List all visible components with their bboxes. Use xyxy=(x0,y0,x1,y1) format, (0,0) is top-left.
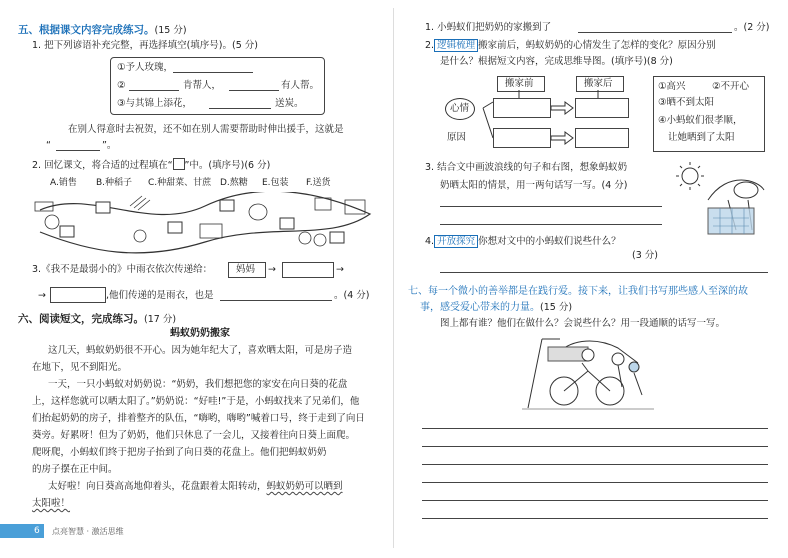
ant-sunbathing-illustration xyxy=(668,160,772,238)
mm-opt-4-cont: 让她晒到了太阳 xyxy=(668,132,735,143)
q3-box-2[interactable] xyxy=(282,262,334,278)
proverb-3-blank[interactable] xyxy=(209,108,271,109)
story-line-10: 太阳啦！ xyxy=(32,498,71,509)
proverb-2-num: ② xyxy=(117,80,126,91)
q3-arrow-3: → xyxy=(38,290,46,301)
q3-pts: 。(4 分) xyxy=(334,290,370,301)
q2-text: 2. 回忆课文，将合适的过程填在“ ”中。(填序号)(6 分) xyxy=(32,160,271,171)
story-line-5: 们抬起奶奶的房子，排着整齐的队伍，“嗨哟，嗨哟”喊着口号，终于走到了向日 xyxy=(32,413,365,424)
story-line-2: 在地下，见不到阳光。 xyxy=(32,362,128,373)
mm-after-mood-box[interactable] xyxy=(575,98,629,118)
section-7-line-1: 七、每一个微小的善举都是在践行爱。接下来，让我们书写那些感人至深的故 xyxy=(408,286,748,297)
section-6-title: 六、阅读短文，完成练习。(17 分) xyxy=(18,313,177,325)
footer-text: 点亮智慧 · 激活思维 xyxy=(52,527,124,536)
r-q2-line-2: 是什么？根据短文内容，完成思维导图。(填序号)(8 分) xyxy=(440,56,673,67)
page-number: 6 xyxy=(34,526,40,536)
process-box-4[interactable] xyxy=(280,218,294,229)
r-q2-line-1: 2. 逻辑梳理 搬家前后，蚂蚁奶奶的心情发生了怎样的变化？原因分别 xyxy=(425,40,716,51)
page-divider xyxy=(393,8,394,548)
process-box-1[interactable] xyxy=(96,202,110,213)
section-7-prompt: 图上都有谁？他们在做什么？会说些什么？用一段通顺的话写一写。 xyxy=(440,318,726,329)
mm-before-reason-box[interactable] xyxy=(493,128,551,148)
mm-reason-label: 原因 xyxy=(447,132,467,143)
q3-box-3[interactable] xyxy=(50,287,106,303)
mm-after-label: 搬家后 xyxy=(576,76,624,92)
section-5-title: 五、根据课文内容完成练习。(15 分) xyxy=(18,24,187,36)
q1-answer-blank[interactable] xyxy=(56,150,100,151)
q2-opt-c: C.种甜菜、甘蔗 xyxy=(148,178,212,188)
proverb-3-end: 送炭。 xyxy=(275,98,304,109)
q2-opt-a: A.销售 xyxy=(50,178,77,188)
mm-opt-2: ②不开心 xyxy=(712,81,750,92)
s7-writing-line-1[interactable] xyxy=(422,428,768,429)
mm-options-box xyxy=(653,76,765,152)
q1-fill-text: 在别人得意时去祝贺，还不如在别人需要帮助时伸出援手，这就是 xyxy=(68,124,344,135)
mm-opt-3: ③晒不到太阳 xyxy=(658,97,715,108)
mm-after-reason-box[interactable] xyxy=(575,128,629,148)
mm-opt-1: ①高兴 xyxy=(658,81,686,92)
process-box-5[interactable] xyxy=(330,232,344,243)
q2-opt-f: F.送货 xyxy=(306,178,331,188)
q3-box-1 xyxy=(228,262,266,278)
mm-before-label: 搬家前 xyxy=(497,76,545,92)
r-q1-pts: 。(2 分) xyxy=(734,22,770,33)
s7-writing-line-4[interactable] xyxy=(422,482,768,483)
proverb-2-blank-b[interactable] xyxy=(229,90,279,91)
sugar-process-illustration xyxy=(30,192,380,254)
proverb-1-blank[interactable] xyxy=(173,72,253,73)
r-q4-answer-line[interactable] xyxy=(440,272,768,273)
story-title: 蚂蚁奶奶搬家 xyxy=(170,328,230,339)
section-7-line-2: 事，感受爱心带来的力量。(15 分) xyxy=(420,302,573,313)
r-q1-blank[interactable] xyxy=(578,32,732,33)
q3-box-1-label: 妈妈 xyxy=(236,264,256,275)
r-q3-answer-line-2[interactable] xyxy=(440,224,662,225)
page-number-bar xyxy=(0,524,44,538)
q3-tail: ,他们传递的是雨衣，也是 xyxy=(106,290,214,301)
q2-opt-d: D.熬糖 xyxy=(220,178,248,188)
story-line-1: 这几天，蚂蚁奶奶很不开心。因为她年纪大了，喜欢晒太阳，可是房子造 xyxy=(48,345,353,356)
q1-text: 1. 把下列谚语补充完整，再选择填空(填序号)。(5 分) xyxy=(32,40,258,51)
story-line-7: 爬呀爬，小蚂蚁们终于把房子抬到了向日葵的花盘上。他们把蚂蚁奶奶 xyxy=(32,447,327,458)
story-line-8: 的房子摆在正中间。 xyxy=(32,464,118,475)
q2-box-sample xyxy=(173,158,185,170)
story-line-6: 葵旁。好累呀！但为了奶奶，他们只休息了一会儿，又接着往向日葵上面爬。 xyxy=(32,430,356,441)
q3-arrow-1: → xyxy=(268,264,276,275)
s7-writing-line-5[interactable] xyxy=(422,500,768,501)
q3-arrow-2: → xyxy=(336,264,344,275)
helping-scene-illustration xyxy=(518,333,658,411)
q2-opt-b: B.种稻子 xyxy=(96,178,133,188)
s7-writing-line-6[interactable] xyxy=(422,518,768,519)
process-box-2[interactable] xyxy=(168,222,182,233)
q3-text: 3.《我不是最弱小的》中雨衣依次传递给： xyxy=(32,264,213,275)
r-q3-line-2: 奶晒太阳的情景，用一两句话写一写。(4 分) xyxy=(440,180,628,191)
story-line-9: 太好啦！向日葵高高地仰着头，花盘跟着太阳转动，蚂蚁奶奶可以晒到 xyxy=(48,481,343,492)
process-box-6[interactable] xyxy=(60,226,74,237)
q1-fill-close: ”。 xyxy=(102,140,117,151)
mm-mood-node: 心情 xyxy=(445,98,475,120)
mm-before-mood-box[interactable] xyxy=(493,98,551,118)
proverb-3: ③与其锦上添花， xyxy=(117,98,193,109)
process-box-3[interactable] xyxy=(220,200,234,211)
proverb-2-blank-a[interactable] xyxy=(129,90,179,91)
q1-fill-open: “ xyxy=(46,140,51,151)
r-q3-answer-line-1[interactable] xyxy=(440,206,662,207)
q2-opt-e: E.包装 xyxy=(262,178,289,188)
story-line-4: 上，这样您就可以晒太阳了。”奶奶说：“好哇!”于是，小蚂蚁找来了兄弟们，他 xyxy=(32,396,360,407)
s7-writing-line-3[interactable] xyxy=(422,464,768,465)
s7-writing-line-2[interactable] xyxy=(422,446,768,447)
story-line-3: 一天，一只小蚂蚁对奶奶说：“奶奶，我们想把您的家安在向日葵的花盘 xyxy=(48,379,348,390)
r-q4-pts: (3 分) xyxy=(632,250,658,261)
r-q4-text: 4. 开放探究 你想对文中的小蚂蚁们说些什么？ xyxy=(425,236,621,247)
mm-opt-4: ④小蚂蚁们很孝顺， xyxy=(658,115,743,126)
proverb-2-mid: 肯帮人， xyxy=(183,80,222,91)
proverb-2-end: 有人帮。 xyxy=(281,80,320,91)
q3-answer-blank[interactable] xyxy=(220,300,332,301)
r-q3-line-1: 3. 结合文中画波浪线的句子和右图，想象蚂蚁奶 xyxy=(425,162,628,173)
r-q1-text: 1. 小蚂蚁们把奶奶的家搬到了 xyxy=(425,22,552,33)
proverb-box xyxy=(110,57,325,115)
proverb-1: ①予人玫瑰， xyxy=(117,62,174,73)
